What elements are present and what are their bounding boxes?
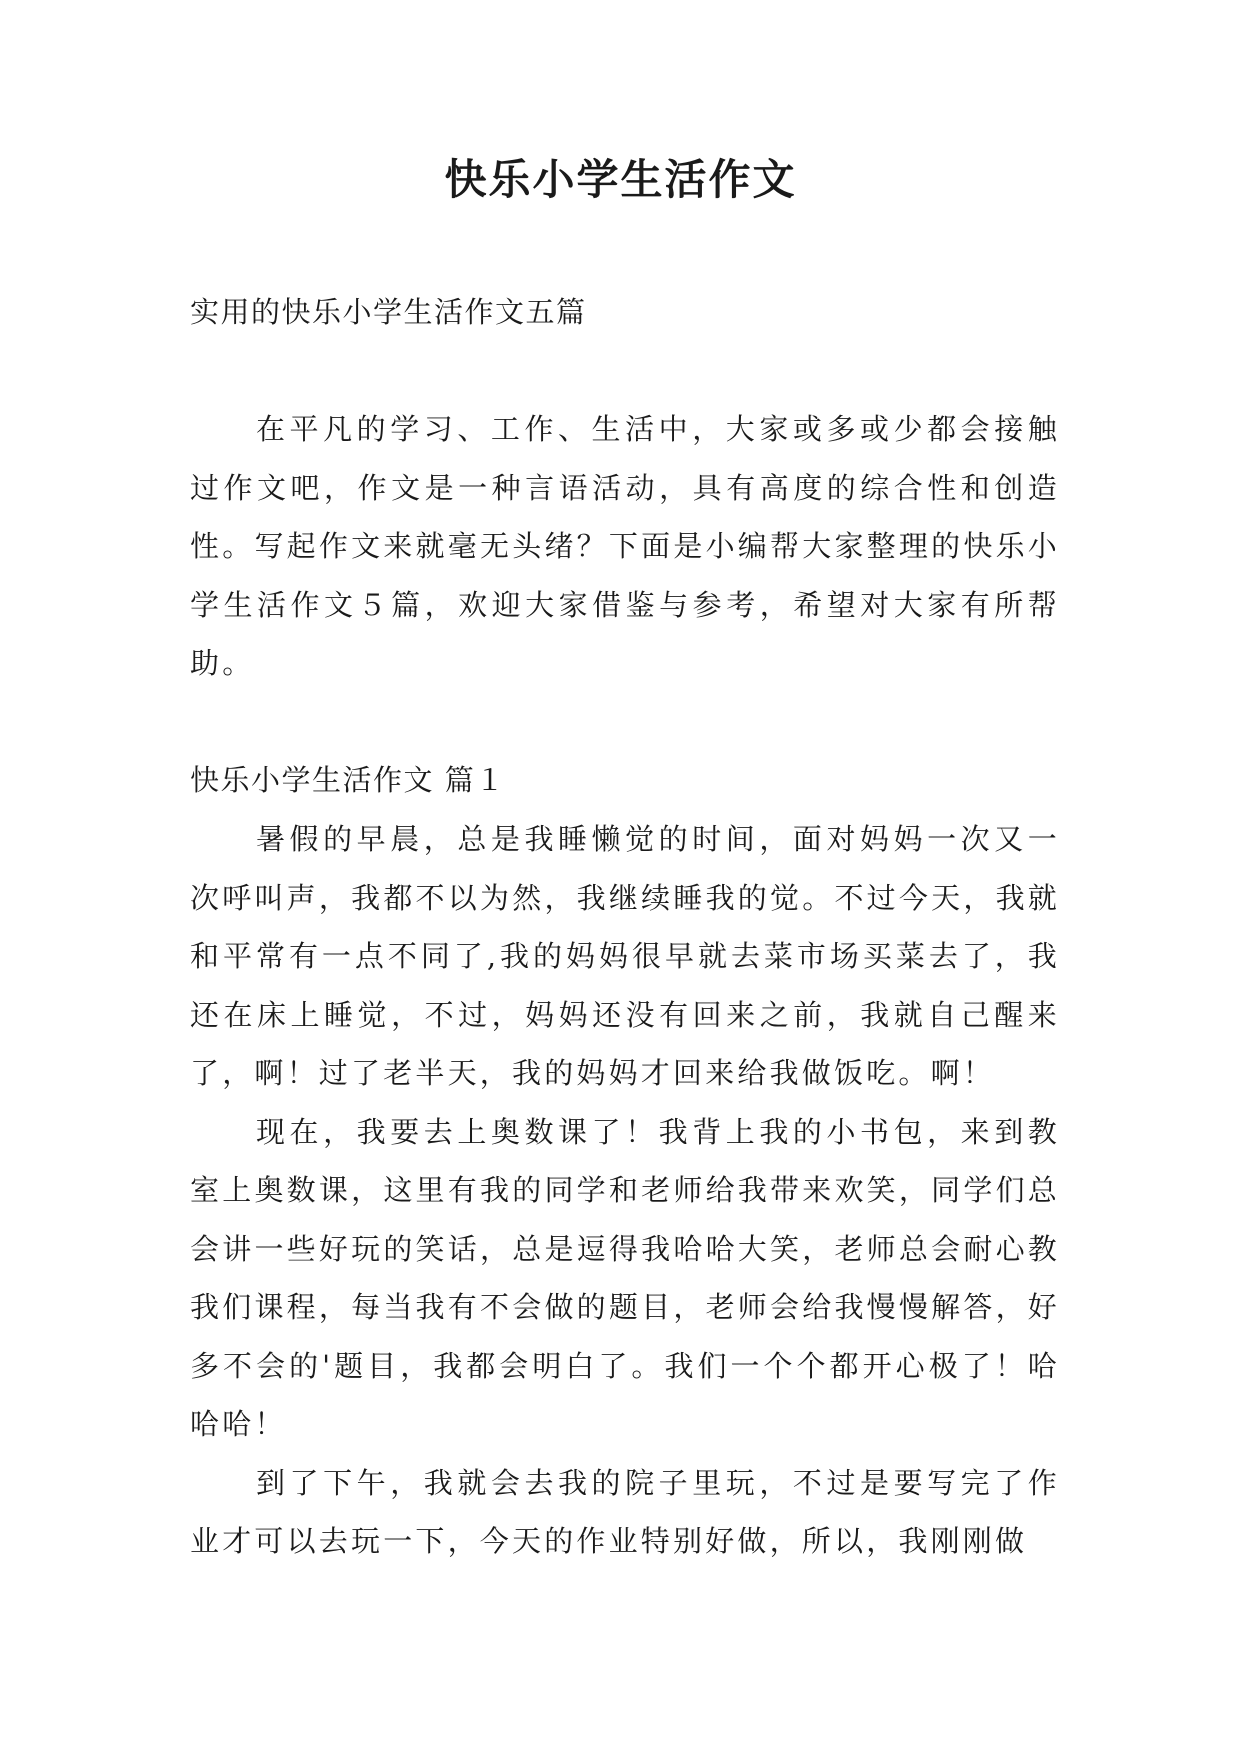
- essay-paragraph: 现在，我要去上奥数课了！我背上我的小书包，来到教室上奥数课，这里有我的同学和老师给我带来欢笑，同学们总会讲一些好玩的笑话，总是逗得我哈哈大笑，老师总会耐心教我们课程，每当我有不会做的题目，老师会给我慢慢解答，好多不会的'题目，我都会明白了。我们一个个都开心极了！哈哈哈！: [190, 1114, 1060, 1441]
- document-subtitle: 实用的快乐小学生活作文五篇: [190, 295, 587, 329]
- intro-paragraph: 在平凡的学习、工作、生活中，大家或多或少都会接触过作文吧，作文是一种言语活动，具有高度的综合性和创造性。写起作文来就毫无头绪？下面是小编帮大家整理的快乐小学生活作文５篇，欢迎大家借鉴与参考，希望对大家有所帮助。: [190, 412, 1060, 680]
- essay-paragraph: 到了下午，我就会去我的院子里玩，不过是要写完了作业才可以去玩一下，今天的作业特别好做，所以，我刚刚做: [190, 1465, 1060, 1558]
- section-heading: 快乐小学生活作文 篇１: [190, 763, 506, 797]
- essay-body: [190, 810, 1060, 1571]
- intro-block: [190, 400, 1060, 693]
- essay-paragraph: 暑假的早晨，总是我睡懒觉的时间，面对妈妈一次又一次呼叫声，我都不以为然，我继续睡我的觉。不过今天，我就和平常有一点不同了,我的妈妈很早就去菜市场买菜去了，我还在床上睡觉，不过，妈妈还没有回来之前，我就自己醒来了，啊！过了老半天，我的妈妈才回来给我做饭吃。啊！: [190, 822, 1060, 1090]
- document-title: 快乐小学生活作文: [444, 155, 797, 204]
